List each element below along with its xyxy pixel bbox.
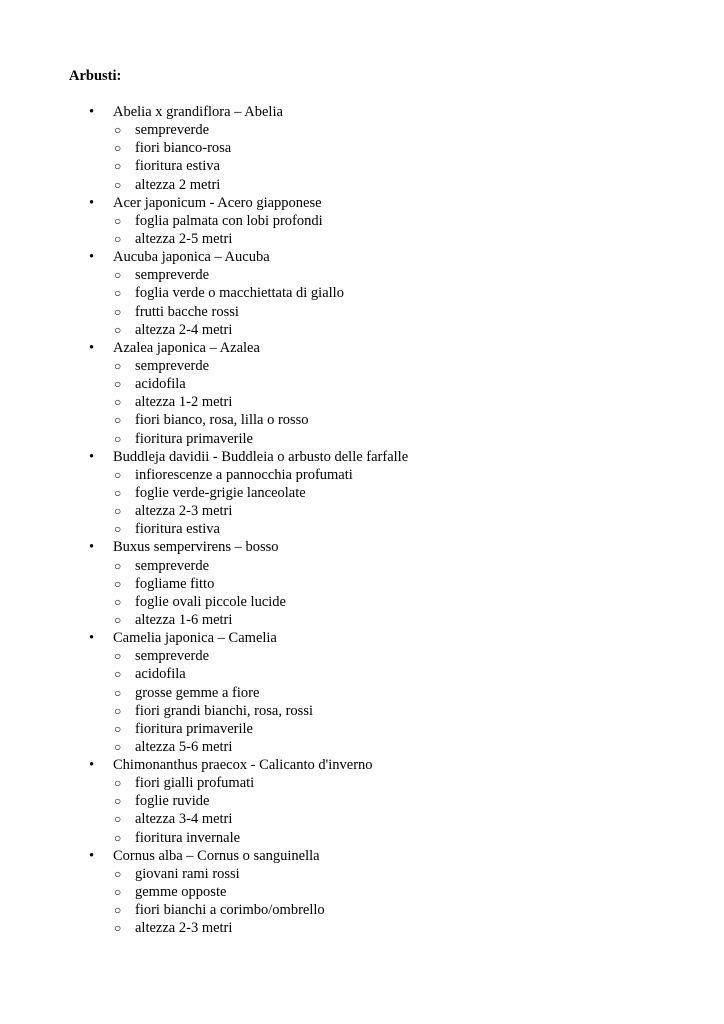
trait-item	[0, 647, 408, 665]
circle-bullet-icon: ○	[114, 921, 122, 936]
trait-text: acidofila	[135, 376, 186, 393]
circle-bullet-icon: ○	[114, 522, 122, 537]
circle-bullet-icon: ○	[114, 231, 122, 246]
shrub-name: Abelia x grandiflora – Abelia	[113, 104, 283, 120]
bullet-icon: •	[89, 249, 95, 266]
shrub-list	[0, 103, 408, 937]
circle-bullet-icon: ○	[114, 358, 122, 373]
trait-text: sempreverde	[135, 357, 210, 374]
trait-text: altezza 5-6 metri	[135, 738, 233, 755]
circle-bullet-icon: ○	[114, 830, 122, 845]
shrub-item	[0, 194, 408, 248]
circle-bullet-icon: ○	[114, 467, 122, 482]
circle-bullet-icon: ○	[114, 739, 122, 754]
trait-text: gemme opposte	[135, 884, 227, 901]
trait-item	[0, 665, 408, 683]
trait-item	[0, 774, 408, 792]
trait-item	[0, 810, 408, 828]
trait-list	[0, 266, 408, 339]
shrub-name: Buxus sempervirens – bosso	[113, 539, 279, 556]
circle-bullet-icon: ○	[114, 485, 122, 500]
trait-text: fiori grandi bianchi, rosa, rossi	[135, 702, 313, 719]
circle-bullet-icon: ○	[114, 213, 122, 228]
circle-bullet-icon: ○	[114, 703, 122, 718]
circle-bullet-icon: ○	[114, 885, 122, 900]
shrub-entry	[0, 448, 408, 466]
trait-text: fiori bianchi a corimbo/ombrello	[135, 902, 325, 919]
circle-bullet-icon: ○	[114, 866, 122, 881]
trait-item	[0, 357, 408, 375]
shrub-entry	[0, 756, 408, 774]
bullet-icon: •	[89, 539, 95, 556]
circle-bullet-icon: ○	[114, 594, 122, 609]
shrub-item	[0, 538, 408, 629]
trait-text: altezza 3-4 metri	[135, 811, 233, 828]
trait-text: foglie ruvide	[135, 793, 210, 810]
trait-item	[0, 611, 408, 629]
shrub-item	[0, 847, 408, 938]
trait-text: fiori bianco-rosa	[135, 140, 232, 157]
trait-text: fogliame fitto	[135, 575, 215, 592]
circle-bullet-icon: ○	[114, 667, 122, 682]
trait-list	[0, 466, 408, 539]
trait-item	[0, 303, 408, 321]
shrub-entry	[0, 339, 408, 357]
circle-bullet-icon: ○	[114, 903, 122, 918]
trait-item	[0, 393, 408, 411]
trait-item	[0, 230, 408, 248]
trait-text: fiori bianco, rosa, lilla o rosso	[135, 412, 309, 429]
trait-text: sempreverde	[135, 648, 210, 665]
bullet-icon: •	[89, 847, 95, 864]
bullet-icon: •	[89, 339, 95, 356]
circle-bullet-icon: ○	[114, 141, 122, 156]
circle-bullet-icon: ○	[114, 304, 122, 319]
trait-text: sempreverde	[135, 557, 210, 574]
trait-text: foglia verde o macchiettata di giallo	[135, 285, 344, 302]
trait-text: acidofila	[135, 666, 186, 683]
trait-item	[0, 557, 408, 575]
trait-item	[0, 430, 408, 448]
trait-list	[0, 357, 408, 448]
circle-bullet-icon: ○	[114, 159, 122, 174]
circle-bullet-icon: ○	[114, 322, 122, 337]
circle-bullet-icon: ○	[114, 721, 122, 736]
circle-bullet-icon: ○	[114, 286, 122, 301]
circle-bullet-icon: ○	[114, 776, 122, 791]
trait-item	[0, 121, 408, 139]
shrub-entry	[0, 538, 408, 556]
shrub-name: Azalea japonica – Azalea	[113, 339, 260, 356]
trait-text: fiori gialli profumati	[135, 775, 255, 792]
trait-text: fioritura primaverile	[135, 720, 253, 737]
trait-text: foglia palmata con lobi profondi	[135, 212, 323, 229]
trait-item	[0, 738, 408, 756]
trait-list	[0, 212, 408, 248]
shrub-name: Camelia japonica – Camelia	[113, 630, 277, 647]
trait-text: sempreverde	[135, 122, 210, 139]
bullet-icon: •	[89, 194, 95, 211]
circle-bullet-icon: ○	[114, 812, 122, 827]
shrub-name: Aucuba japonica – Aucuba	[113, 249, 270, 266]
circle-bullet-icon: ○	[114, 268, 122, 283]
circle-bullet-icon: ○	[114, 558, 122, 573]
trait-item	[0, 575, 408, 593]
shrub-item	[0, 756, 408, 847]
shrub-entry	[0, 847, 408, 865]
trait-item	[0, 139, 408, 157]
trait-list	[0, 121, 408, 194]
shrub-entry	[0, 248, 408, 266]
trait-item	[0, 212, 408, 230]
shrub-name: Cornus alba – Cornus o sanguinella	[113, 847, 320, 864]
circle-bullet-icon: ○	[114, 612, 122, 627]
bullet-icon: •	[89, 104, 95, 120]
trait-text: altezza 2-4 metri	[135, 321, 233, 338]
circle-bullet-icon: ○	[114, 504, 122, 519]
trait-text: giovani rami rossi	[135, 865, 240, 882]
shrub-item	[0, 629, 408, 756]
circle-bullet-icon: ○	[114, 794, 122, 809]
shrub-entry	[0, 194, 408, 212]
trait-text: altezza 2-3 metri	[135, 920, 233, 937]
shrub-name: Acer japonicum - Acero giapponese	[113, 194, 322, 211]
trait-text: grosse gemme a fiore	[135, 684, 260, 701]
trait-item	[0, 375, 408, 393]
trait-list	[0, 865, 408, 938]
trait-item	[0, 720, 408, 738]
trait-text: altezza 1-2 metri	[135, 394, 233, 411]
trait-text: frutti bacche rossi	[135, 303, 239, 320]
trait-item	[0, 411, 408, 429]
trait-item	[0, 702, 408, 720]
trait-item	[0, 321, 408, 339]
trait-item	[0, 266, 408, 284]
trait-text: sempreverde	[135, 267, 210, 284]
trait-item	[0, 684, 408, 702]
trait-item	[0, 829, 408, 847]
trait-text: altezza 2-3 metri	[135, 503, 233, 520]
trait-text: fioritura estiva	[135, 158, 220, 175]
trait-item	[0, 484, 408, 502]
bullet-icon: •	[89, 630, 95, 647]
trait-text: altezza 2 metri	[135, 176, 221, 193]
shrub-entry	[0, 629, 408, 647]
trait-text: fioritura invernale	[135, 829, 241, 846]
shrub-name: Buddleja davidii - Buddleia o arbusto delle farfalle	[113, 448, 409, 465]
shrub-entry	[0, 103, 408, 121]
trait-list	[0, 557, 408, 630]
trait-item	[0, 593, 408, 611]
shrub-item	[0, 339, 408, 448]
circle-bullet-icon: ○	[114, 576, 122, 591]
trait-text: infiorescenze a pannocchia profumati	[135, 466, 353, 483]
shrub-name: Chimonanthus praecox - Calicanto d'inverno	[113, 757, 373, 774]
circle-bullet-icon: ○	[114, 413, 122, 428]
trait-item	[0, 520, 408, 538]
trait-text: fioritura primaverile	[135, 430, 253, 447]
trait-item	[0, 176, 408, 194]
circle-bullet-icon: ○	[114, 395, 122, 410]
shrub-item	[0, 448, 408, 539]
trait-item	[0, 919, 408, 937]
bullet-icon: •	[89, 757, 95, 774]
trait-text: foglie ovali piccole lucide	[135, 593, 286, 610]
trait-list	[0, 647, 408, 756]
circle-bullet-icon: ○	[114, 177, 122, 192]
circle-bullet-icon: ○	[114, 685, 122, 700]
circle-bullet-icon: ○	[114, 431, 122, 446]
trait-text: altezza 2-5 metri	[135, 230, 233, 247]
trait-item	[0, 502, 408, 520]
trait-text: foglie verde-grigie lanceolate	[135, 484, 306, 501]
trait-list	[0, 774, 408, 847]
trait-item	[0, 466, 408, 484]
trait-item	[0, 883, 408, 901]
trait-item	[0, 792, 408, 810]
circle-bullet-icon: ○	[114, 377, 122, 392]
shrub-item	[0, 248, 408, 339]
section-heading: Arbusti:	[69, 68, 122, 84]
circle-bullet-icon: ○	[114, 123, 122, 138]
shrub-item	[0, 103, 408, 194]
trait-text: altezza 1-6 metri	[135, 611, 233, 628]
circle-bullet-icon: ○	[114, 649, 122, 664]
trait-text: fioritura estiva	[135, 521, 220, 538]
trait-item	[0, 865, 408, 883]
trait-item	[0, 284, 408, 302]
trait-item	[0, 157, 408, 175]
trait-item	[0, 901, 408, 919]
bullet-icon: •	[89, 448, 95, 465]
